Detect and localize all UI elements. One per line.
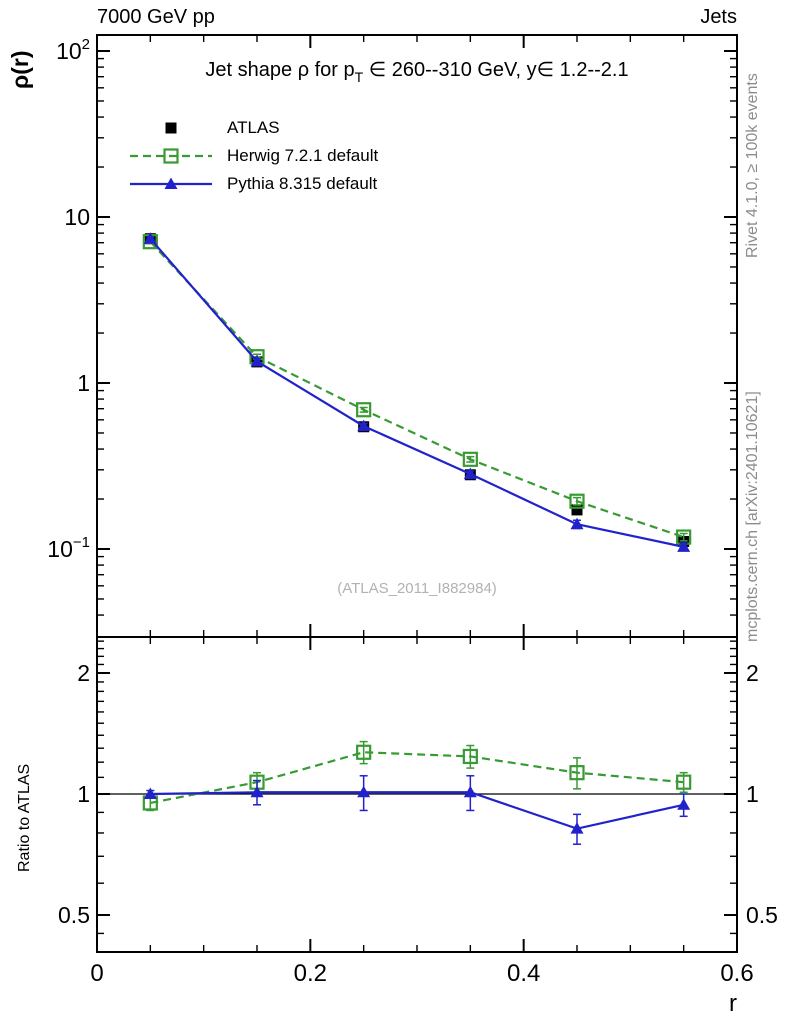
side-text-mcplots-arxiv: mcplots.cern.ch [arXiv:2401.10621] [744,391,761,642]
svg-text:0: 0 [90,960,104,987]
svg-text:1: 1 [77,370,90,396]
plot-title-pre: Jet shape ρ for p [205,59,355,81]
svg-text:2: 2 [77,659,90,686]
ratio-y-axis-label: Ratio to ATLAS [16,763,33,872]
header-analysis-group: Jets [700,6,737,28]
header-beam-energy: 7000 GeV pp [97,6,215,28]
series-pythia-8-315-default [144,776,690,844]
legend-item-herwig-7-2-1-default [128,142,378,170]
series-herwig-7-2-1-default [144,235,690,543]
main-y-axis-label: ρ(r) [7,50,33,89]
svg-text:0.5: 0.5 [746,902,778,929]
plot-title-post: ∈ 260--310 GeV, y∈ 1.2--2.1 [363,59,629,81]
svg-text:1: 1 [746,781,759,807]
analysis-id-watermark: (ATLAS_2011_I882984) [337,580,497,597]
svg-text:0.2: 0.2 [293,960,328,987]
svg-text:10−1: $10^{-1}$ [47,534,90,562]
svg-text:0.6: 0.6 [720,960,754,987]
legend-label-herwig-7-2-1-default: Herwig 7.2.1 default [227,146,379,165]
legend-marker-pythia-8-315-default [128,173,214,195]
legend-marker-herwig-7-2-1-default [128,145,214,167]
svg-text:1: 1 [77,781,90,807]
legend-item-atlas [128,114,378,142]
svg-text:10: 10 [64,204,90,230]
ratio-panel [58,637,778,1017]
series-herwig-7-2-1-default [144,742,690,811]
legend [128,114,378,198]
main-y-tick-labels [47,36,90,562]
plot-title-subscript: T [354,69,364,85]
series-atlas [145,233,689,547]
series-pythia-8-315-default [144,232,690,552]
x-tick-labels [90,960,753,987]
plot-title [97,57,737,85]
side-text-rivet-version: Rivet 4.1.0, ≥ 100k events [744,73,761,258]
legend-marker-atlas [128,117,214,139]
legend-label-pythia-8-315-default: Pythia 8.315 default [227,174,378,193]
x-axis-label: r [729,990,737,1017]
svg-text:0.4: 0.4 [506,960,541,987]
svg-text:0.5: 0.5 [58,902,90,929]
legend-label-atlas: ATLAS [227,118,280,137]
svg-text:102: $10^2$ [56,36,90,64]
svg-text:2: 2 [746,659,759,686]
legend-item-pythia-8-315-default [128,170,378,198]
